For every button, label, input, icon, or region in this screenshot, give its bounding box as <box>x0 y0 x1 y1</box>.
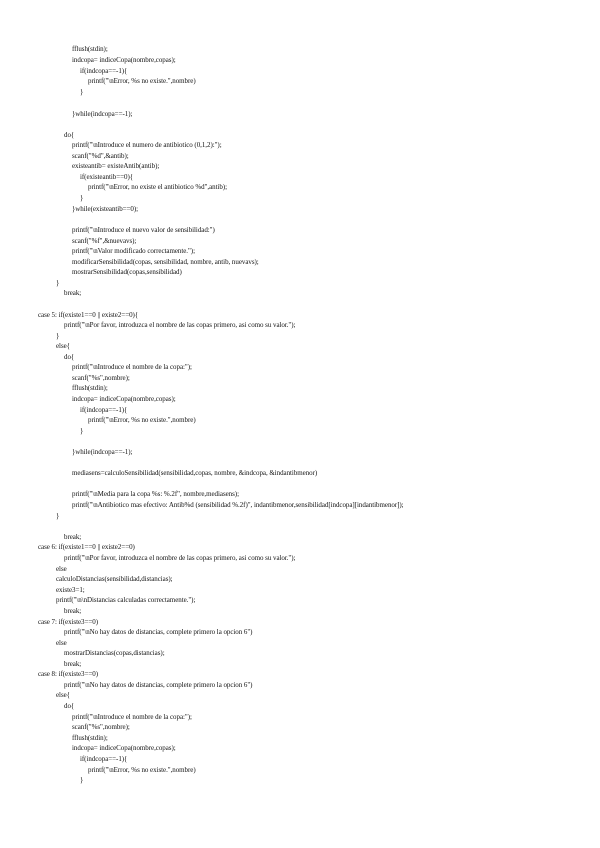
code-line: else <box>56 638 67 647</box>
code-line: indcopa= indiceCopa(nombre,copas); <box>72 743 176 752</box>
code-line: printf("\nIntroduce el nombre de la copa:"); <box>72 712 192 721</box>
code-line: } <box>80 87 84 96</box>
code-line: do{ <box>64 701 75 710</box>
code-line: printf("\nAntibiotico mas efectivo: Antib%d (sensibilidad %.2f)", indantibmenor,sensibilidad[indcopa][indantibmenor]); <box>72 500 404 509</box>
code-line: break; <box>64 659 82 668</box>
code-line: printf("\nNo hay datos de distancias, complete primero la opcion 6") <box>64 680 253 689</box>
code-line: do{ <box>64 352 75 361</box>
code-line: scanf("%f",&nuevavs); <box>72 236 137 245</box>
code-line: if(indcopa==-1){ <box>80 66 128 75</box>
code-line: } <box>56 511 60 520</box>
code-line: printf("\n\nDistancias calculadas correctamente."); <box>56 595 196 604</box>
code-line: } <box>80 775 84 784</box>
code-line: scanf("%d",&antib); <box>72 151 129 160</box>
code-line: fflush(stdin); <box>72 44 108 53</box>
code-line: printf("\nIntroduce el numero de antibiotico (0,1,2):"); <box>72 140 222 149</box>
code-line: if(indcopa==-1){ <box>80 754 128 763</box>
code-line: printf("\nIntroduce el nombre de la copa:"); <box>72 362 192 371</box>
code-line: if(indcopa==-1){ <box>80 405 128 414</box>
code-line: indcopa= indiceCopa(nombre,copas); <box>72 394 176 403</box>
code-line: } <box>56 278 60 287</box>
code-line: else <box>56 564 67 573</box>
code-line: scanf("%s",nombre); <box>72 722 130 731</box>
code-line: } <box>80 426 84 435</box>
code-line: modificarSensibilidad(copas, sensibilidad, nombre, antib, nuevavs); <box>72 257 259 266</box>
code-line: } <box>56 331 60 340</box>
code-line: mediasens=calculoSensibilidad(sensibilidad,copas, nombre, &indcopa, &indantibmenor) <box>72 468 318 477</box>
code-line: case 8: if(existe3==0) <box>38 669 99 678</box>
code-line: mostrarSensibilidad(copas,sensibilidad) <box>72 267 182 276</box>
code-line: scanf("%s",nombre); <box>72 373 130 382</box>
code-line: }while(existeantib==0); <box>72 204 139 213</box>
code-line: if(existeantib==0){ <box>80 172 134 181</box>
code-line: existe3=1; <box>56 585 85 594</box>
code-line: break; <box>64 606 82 615</box>
code-line: printf("\nNo hay datos de distancias, complete primero la opcion 6") <box>64 627 253 636</box>
code-line: break; <box>64 532 82 541</box>
code-line: else{ <box>56 341 70 350</box>
code-line: } <box>80 193 84 202</box>
code-line: printf("\nError, %s no existe.",nombre) <box>88 76 196 85</box>
code-line: printf("\nValor modificado correctamente."); <box>72 246 195 255</box>
code-line: case 6: if(existe1==0 || existe2==0) <box>38 542 135 551</box>
code-line: printf("\nPor favor, introduzca el nombre de las copas primero, asi como su valor."); <box>64 553 296 562</box>
code-line: }while(indcopa==-1); <box>72 109 133 118</box>
code-line: else{ <box>56 690 70 699</box>
code-line: printf("\nError, %s no existe.",nombre) <box>88 415 196 424</box>
code-line: do{ <box>64 130 75 139</box>
code-line: }while(indcopa==-1); <box>72 447 133 456</box>
code-line: case 7: if(existe3==0) <box>38 617 99 626</box>
code-line: printf("\nError, %s no existe.",nombre) <box>88 765 196 774</box>
code-line: printf("\nIntroduce el nuevo valor de sensibilidad:") <box>72 225 215 234</box>
code-line: existeantib= existeAntib(antib); <box>72 161 160 170</box>
code-line: calculoDistancias(sensibilidad,distancias); <box>56 574 173 583</box>
code-line: printf("\nError, no existe el antibiotico %d",antib); <box>88 182 227 191</box>
code-line: fflush(stdin); <box>72 733 108 742</box>
code-line: fflush(stdin); <box>72 383 108 392</box>
code-line: printf("\nPor favor, introduzca el nombre de las copas primero, asi como su valor."); <box>64 320 296 329</box>
code-line: mostrarDistancias(copas,distancias); <box>64 648 165 657</box>
code-line: indcopa= indiceCopa(nombre,copas); <box>72 55 176 64</box>
code-line: printf("\nMedia para la copa %s: %.2f", nombre,mediasens); <box>72 489 239 498</box>
code-line: case 5: if(existe1==0 || existe2==0){ <box>38 310 139 319</box>
code-line: break; <box>64 288 82 297</box>
